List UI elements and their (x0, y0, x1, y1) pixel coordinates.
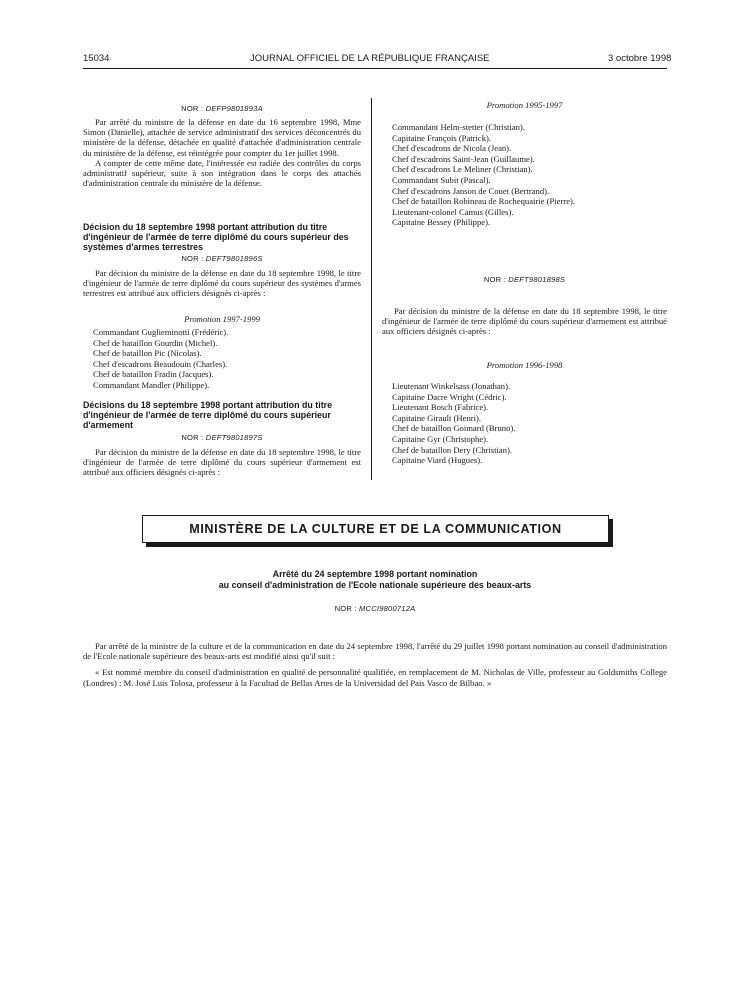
nor-prefix: NOR : (181, 433, 204, 442)
column-divider (371, 98, 372, 480)
nor-reference (83, 433, 361, 442)
decree-text (83, 117, 361, 188)
list-item: Lieutenant Winkelsass (Jonathan). (392, 381, 511, 391)
paragraph: Par arrêté de la ministre de la culture et de la communication en date du 24 septembre 1998, l'arrêté du 29 juillet 1998 portant nomination au conseil d'administration de l'Ecole nationale supérieure des beaux-arts est modifié ainsi qu'il suit : (83, 641, 667, 662)
promotion-heading: Promotion 1997-1999 (184, 314, 260, 324)
arrete-title-line: au conseil d'administration de l'Ecole nationale supérieure des beaux-arts (218, 579, 532, 590)
list-item: Chef de bataillon Gourdin (Michel). (93, 337, 218, 348)
list-item: Chef de bataillon Dery (Christian). (392, 444, 513, 455)
publication-date: 3 octobre 1998 (608, 53, 672, 64)
nor-prefix: NOR : (181, 254, 204, 263)
list-item: Chef d'escadrons de Nicola (Jean). (392, 143, 512, 154)
list-item: Chef de bataillon Fradin (Jacques). (93, 369, 214, 380)
nor-reference (382, 275, 667, 284)
paragraph: Par décision du ministre de la défense en date du 18 septembre 1998, le titre d'ingénieur de l'armée de terre diplômé du cours supérieur d'armement est attribué aux officiers désignés ci-après : (382, 306, 667, 337)
decision-title: Décisions du 18 septembre 1998 portant attribution du titre d'ingénieur de l'armée de terre diplômé du cours supérieur d'armement (83, 400, 333, 431)
list-item: Capitaine Viard (Hugues). (392, 455, 483, 466)
nor-code: DEFP9801893A (205, 104, 263, 113)
ministry-title-box (142, 515, 609, 543)
list-item: Capitaine Girault (Henri). (392, 412, 482, 423)
nor-code: MCCI9800712A (358, 604, 416, 613)
officer-list (392, 122, 667, 228)
decision-text (382, 306, 667, 337)
paragraph: Par arrêté du ministre de la défense en date du 16 septembre 1998, Mme Simon (Danielle), attachée de service administratif des services déconcentrés du ministère de la défense, détachée en qualité d'attachée d'administration centrale du ministère de la défense, est réintégrée pour compter du 1er juillet 1998. (83, 117, 361, 158)
nor-code: DEFT9801897S (205, 433, 263, 442)
ministry-box-shadow (146, 543, 613, 547)
arrete-text (83, 641, 667, 688)
list-item: Capitaine Bessey (Philippe). (392, 217, 491, 228)
list-item: Capitaine François (Patrick). (392, 132, 492, 143)
list-item: Chef de bataillon Pic (Nicolas). (93, 348, 202, 359)
list-item: Chef d'escadrons Saint-Jean (Guillaume). (392, 153, 535, 164)
list-item: Lieutenant-colonel Camus (Gilles). (392, 206, 514, 217)
header-rule (83, 68, 667, 69)
promotion-heading: Promotion 1995-1997 (486, 100, 563, 110)
nor-code: DEFT9801896S (205, 254, 263, 263)
list-item: Chef de bataillon Robineau de Rochequairie (Pierre). (392, 196, 576, 207)
promotion-heading: Promotion 1996-1998 (486, 360, 563, 370)
decision-text (83, 447, 361, 478)
nor-prefix: NOR : (334, 604, 357, 613)
page-number: 15034 (83, 53, 110, 64)
nor-prefix: NOR : (483, 275, 506, 284)
officer-list (392, 381, 667, 466)
list-item: Commandant Subit (Pascal). (392, 174, 491, 185)
decision-text (83, 268, 361, 299)
arrete-title (83, 569, 667, 590)
list-item: Commandant Guglieminotti (Frédéric). (93, 327, 229, 337)
decision-title: Décision du 18 septembre 1998 portant attribution du titre d'ingénieur de l'armée de terre diplômé du cours supérieur des systèmes d'armes terrestres (83, 222, 349, 253)
list-item: Commandant Mandler (Philippe). (93, 379, 210, 390)
officer-list (93, 327, 361, 391)
list-item: Chef d'escadrons Le Meliner (Christian). (392, 164, 533, 175)
list-item: Lieutenant Bosch (Fabrice). (392, 402, 489, 413)
list-item: Commandant Helm-stetter (Christian). (392, 122, 525, 132)
paragraph: A compter de cette même date, l'intéressée est radiée des contrôles du corps administratif supérieur, suite à son intégration dans le corps des attachés d'administration centrale du ministère de la défense. (83, 157, 361, 189)
nor-code: DEFT9801898S (508, 275, 566, 284)
list-item: Chef d'escadrons Beaudouin (Charles). (93, 358, 228, 369)
nor-reference (83, 604, 667, 613)
nor-reference (83, 254, 361, 263)
nor-reference (83, 104, 361, 113)
nor-prefix: NOR : (181, 104, 204, 113)
list-item: Capitaine Dacre Wright (Cédric). (392, 391, 507, 402)
paragraph: Par décision du ministre de la défense en date du 18 septembre 1998, le titre d'ingénieur de l'armée de terre diplômé du cours supérieur d'armement est attribué aux officiers désignés ci-après : (83, 447, 361, 478)
list-item: Chef de bataillon Goimard (Bruno). (392, 423, 516, 434)
ministry-title: MINISTÈRE DE LA CULTURE ET DE LA COMMUNICATION (189, 522, 562, 536)
list-item: Chef d'escadrons Janson de Couet (Bertrand). (392, 185, 550, 196)
paragraph: Par décision du ministre de la défense en date du 18 septembre 1998, le titre d'ingénieur de l'armée de terre diplômé du cours supérieur des systèmes d'armes terrestres est attribué aux officiers désignés ci-après : (83, 268, 361, 299)
journal-title: JOURNAL OFFICIEL DE LA RÉPUBLIQUE FRANÇAISE (250, 53, 490, 64)
list-item: Capitaine Gyr (Christophe). (392, 433, 489, 444)
arrete-title-line: Arrêté du 24 septembre 1998 portant nomination (272, 569, 478, 579)
paragraph: « Est nommé membre du conseil d'administration en qualité de personnalité qualifiée, en remplacement de M. Nicholas de Ville, professeur au Goldsmiths College (Londres) : M. José Luis Tolosa, professeur à la Facultad de Bellas Artes de la Universidad del Pais Vasco de Bilbao. » (83, 667, 667, 688)
